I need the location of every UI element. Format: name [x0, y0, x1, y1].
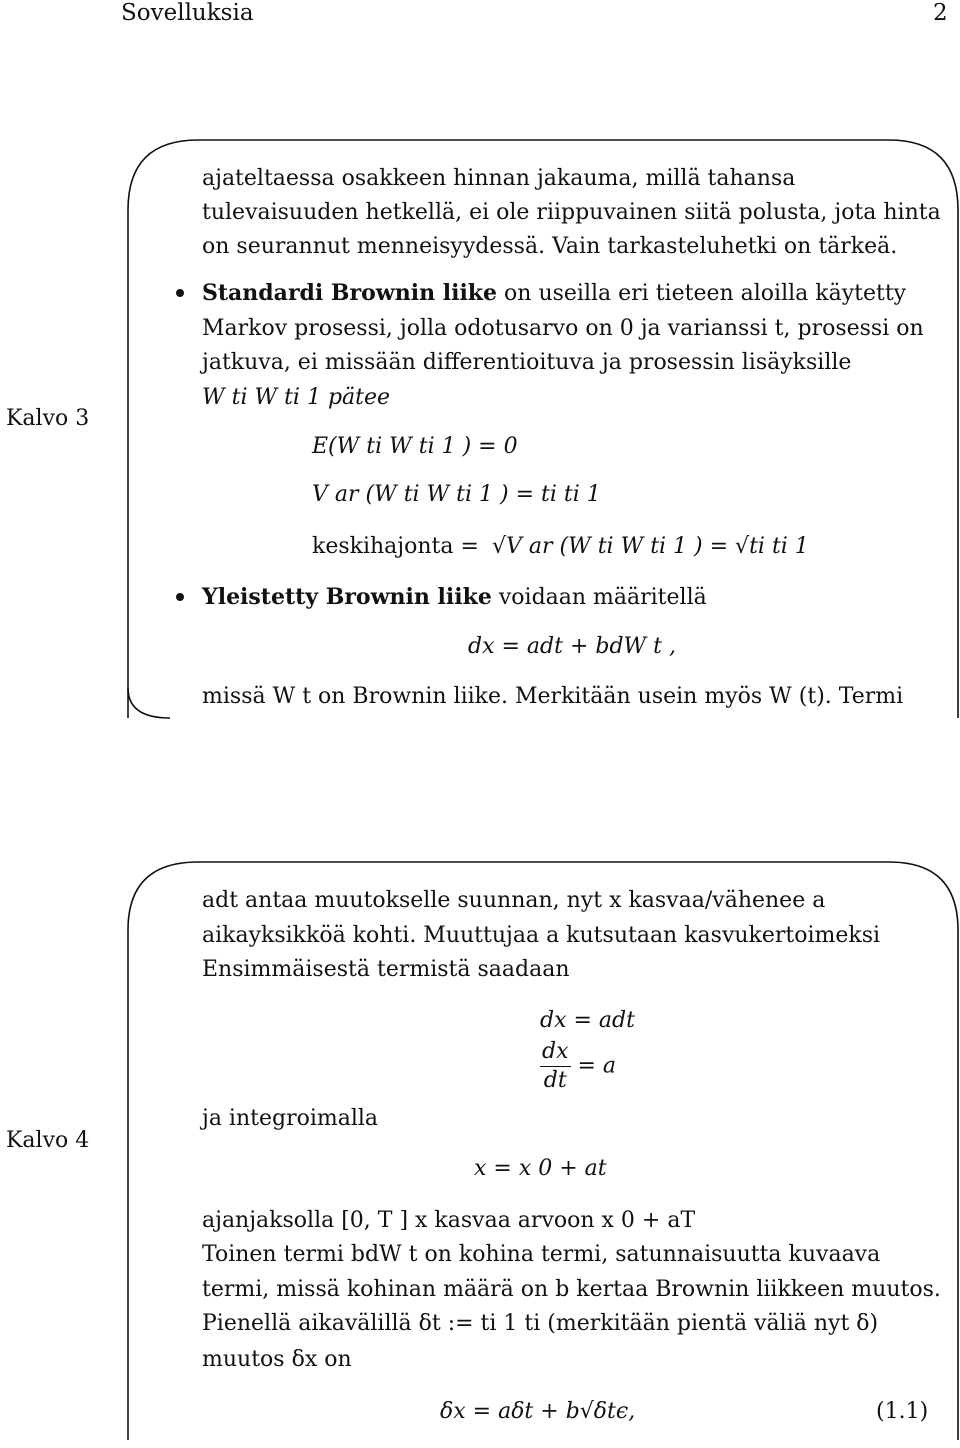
- equation-sde: dx = adt + bdW t ,: [468, 634, 676, 659]
- equation-final: δx = aδt + b√δtϵ,: [440, 1399, 636, 1424]
- bullet-2-term: Yleistetty Brownin liike: [202, 584, 492, 610]
- slide-4-line-3: Ensimmäisestä termistä saadaan: [202, 957, 570, 982]
- slide-4-para-line-5: muutos δx on: [202, 1347, 352, 1372]
- slide-4-para-line-3: termi, missä kohinan määrä on b kertaa Brownin liikkeen muutos.: [202, 1277, 941, 1302]
- fraction-denominator: dt: [543, 1068, 567, 1094]
- slide-3-label: Kalvo 3: [6, 406, 90, 431]
- page-number: 2: [933, 0, 948, 26]
- equation-std: √V ar (W ti W ti 1 ) = √ti ti 1: [492, 534, 809, 559]
- bullet-1-line-4: W ti W ti 1 pätee: [202, 385, 391, 410]
- bullet-1-line-1: [202, 282, 906, 305]
- derivative-fraction: [540, 1040, 571, 1093]
- slide-4-line-2: aikayksikköä kohti. Muuttujaa a kutsutaan kasvukertoimeksi: [202, 923, 881, 948]
- fraction-rhs: = a: [577, 1053, 617, 1079]
- equation-dx-adt: dx = adt: [540, 1008, 635, 1033]
- slide-4-para-line-4: Pienellä aikavälillä δt := ti 1 ti (merkitään pientä väliä nyt δ): [202, 1311, 879, 1336]
- slide-3-intro-line-3: on seurannut menneisyydessä. Vain tarkasteluhetki on tärkeä.: [202, 234, 898, 259]
- equation-std-label: keskihajonta =: [312, 534, 479, 559]
- slide-4-para-line-2: Toinen termi bdW t on kohina termi, satunnaisuutta kuvaava: [202, 1242, 881, 1267]
- equation-expectation: E(W ti W ti 1 ) = 0: [312, 434, 518, 459]
- running-header-title: Sovelluksia: [121, 0, 254, 26]
- bullet-1-term: Standardi Brownin liike: [202, 280, 498, 306]
- bullet-2-rest: voidaan määritellä: [491, 585, 707, 610]
- slide-3-last-line: missä W t on Brownin liike. Merkitään usein myös W (t). Termi: [202, 684, 904, 709]
- equation-derivative: [540, 1040, 616, 1093]
- equation-number: (1.1): [876, 1399, 929, 1424]
- fraction-numerator: dx: [540, 1040, 571, 1067]
- bullet-1-line-1-rest: on useilla eri tieteen aloilla käytetty: [497, 281, 907, 306]
- slide-4-para-line-1: ajanjaksolla [0, T ] x kasvaa arvoon x 0 + aT: [202, 1208, 696, 1233]
- integrate-label: ja integroimalla: [202, 1106, 379, 1131]
- equation-variance: V ar (W ti W ti 1 ) = ti ti 1: [312, 482, 601, 507]
- slide-3-frame-bottom: [128, 688, 170, 718]
- slide-3-frame: [128, 140, 958, 718]
- bullet-dot: [176, 593, 184, 601]
- slide-4-label: Kalvo 4: [6, 1128, 90, 1153]
- bullet-1-line-3: jatkuva, ei missään differentioituva ja prosessin lisäyksille: [202, 350, 852, 375]
- slide-4-line-1: adt antaa muutokselle suunnan, nyt x kasvaa/vähenee a: [202, 888, 826, 913]
- slide-3-intro-line-2: tulevaisuuden hetkellä, ei ole riippuvainen siitä polusta, jota hinta: [202, 200, 941, 225]
- bullet-1-line-2: Markov prosessi, jolla odotusarvo on 0 ja varianssi t, prosessi on: [202, 316, 924, 341]
- bullet-dot: [176, 289, 184, 297]
- bullet-2-line: [202, 586, 707, 609]
- equation-solution: x = x 0 + at: [474, 1156, 607, 1181]
- slide-3-intro-line-1: ajateltaessa osakkeen hinnan jakauma, millä tahansa: [202, 166, 796, 191]
